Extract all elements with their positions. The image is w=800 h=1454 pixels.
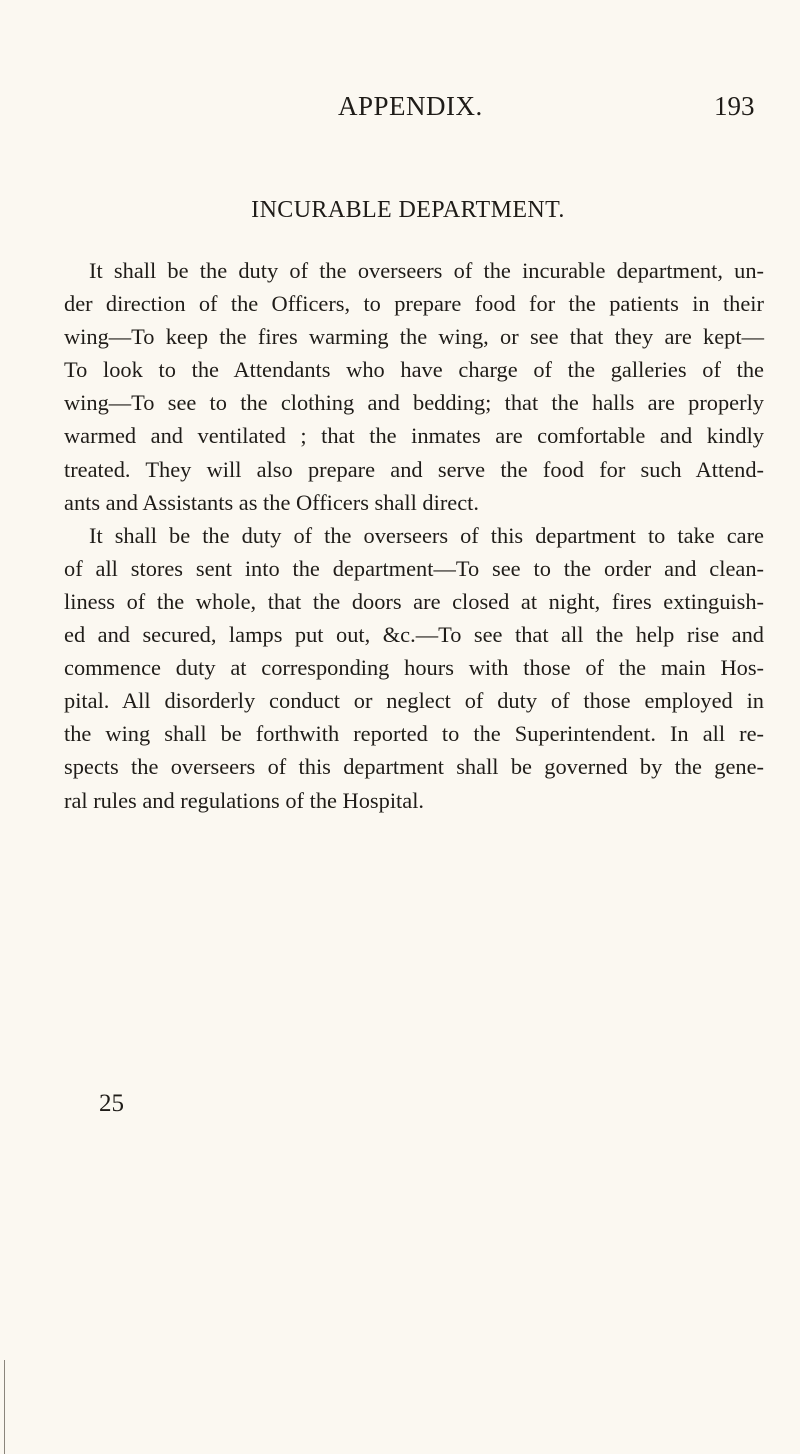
text-line: commence duty at corresponding hours with those of the main Hos- (64, 655, 764, 681)
text-line: of all stores sent into the department—To see to the order and clean- (64, 555, 764, 581)
text-line: the wing shall be forthwith reported to the Superintendent. In all re- (64, 721, 764, 747)
text-line: To look to the Attendants who have charge of the galleries of the (64, 357, 764, 383)
text-line: It shall be the duty of the overseers of this department to take care (89, 522, 764, 548)
text-line: ral rules and regulations of the Hospital. (64, 787, 425, 813)
text-line: treated. They will also prepare and serve the food for such Attend- (64, 456, 764, 482)
body-text (64, 254, 764, 817)
text-line: spects the overseers of this department shall be governed by the gene- (64, 754, 764, 780)
page-number: 193 (714, 91, 755, 121)
text-line: wing—To see to the clothing and bedding; that the halls are properly (64, 390, 764, 416)
text-line: liness of the whole, that the doors are closed at night, fires extinguish- (64, 588, 764, 614)
text-line: ants and Assistants as the Officers shall direct. (64, 489, 479, 515)
section-title: INCURABLE DEPARTMENT. (251, 197, 565, 223)
text-line: pital. All disorderly conduct or neglect of duty of those employed in (64, 688, 764, 714)
page-edge-line (4, 1360, 5, 1454)
text-line: warmed and ventilated ; that the inmates are comfortable and kindly (64, 423, 764, 449)
text-line: ed and secured, lamps put out, &c.—To see that all the help rise and (64, 622, 764, 648)
text-line: wing—To keep the fires warming the wing, or see that they are kept— (64, 324, 764, 350)
text-line: It shall be the duty of the overseers of the incurable department, un- (89, 258, 764, 283)
running-head (0, 88, 800, 124)
running-head-title: APPENDIX. (338, 91, 483, 121)
text-line: der direction of the Officers, to prepare food for the patients in their (64, 291, 764, 317)
signature-mark: 25 (99, 1090, 124, 1117)
